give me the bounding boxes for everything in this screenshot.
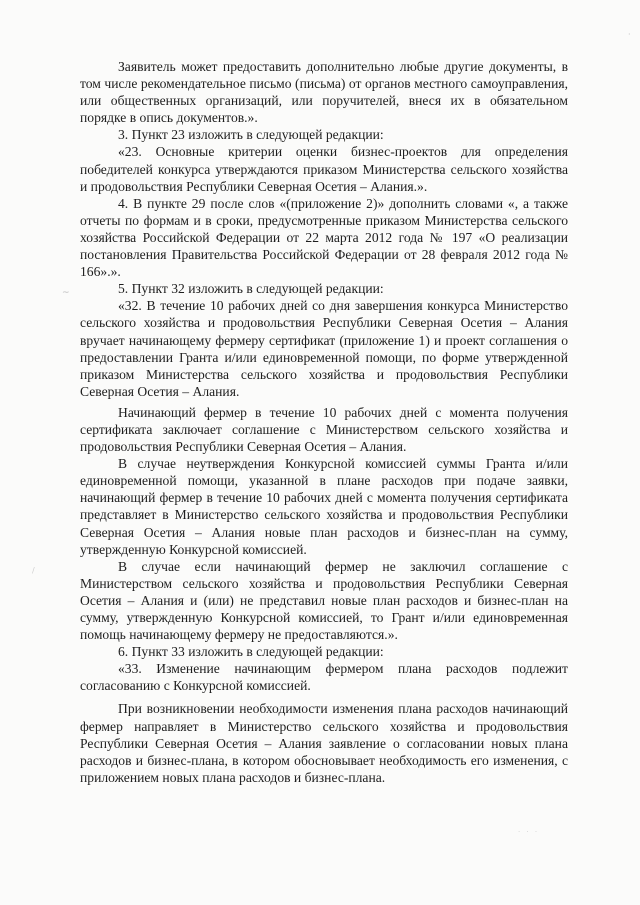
paragraph-item-5: 5. Пункт 32 изложить в следующей редакции: <box>118 281 384 297</box>
scan-speck: . . . <box>518 826 540 834</box>
paragraph-documents-list: Заявитель может предоставить дополнительно любые другие документы, в том числе рекомендательное письмо (письма) от органов местного самоуправления, или общественных организаций, или поручителей, внеся их в обязательном порядке в опись документов.». <box>80 59 568 126</box>
document-body <box>80 58 568 786</box>
scan-speck: · <box>628 30 631 39</box>
paragraph-clause-23: «23. Основные критерии оценки бизнес-проектов для определения победителей конкурса утверждаются приказом Министерства сельского хозяйства и продовольствия Республики Северная Осетия – Алания.». <box>80 144 568 194</box>
scan-speck: / <box>32 566 35 575</box>
paragraph-item-3: 3. Пункт 23 изложить в следующей редакции: <box>118 127 384 143</box>
paragraph-farmer-agreement: Начинающий фермер в течение 10 рабочих дней с момента получения сертификата заключает соглашение с Министерством сельского хозяйства и продовольствия Республики Северная Осетия – Алания. <box>80 404 568 455</box>
paragraph-item-4: 4. В пункте 29 после слов «(приложение 2)» дополнить словами «, а также отчеты по формам и в сроки, предусмотренные приказом Министерства сельского хозяйства Российской Федерации от 22 марта 2012 года № 197 «О реализации постановления Правительства Российской Федерации от 28 февраля 2012 года № 166».». <box>80 195 568 280</box>
paragraph-clause-33: «33. Изменение начинающим фермером плана расходов подлежит согласованию с Конкурсной комиссией. <box>80 661 568 694</box>
scan-speck: ~ <box>62 288 70 298</box>
paragraph-non-approval: В случае неутверждения Конкурсной комиссией суммы Гранта и/или единовременной помощи, указанной в плане расходов при подаче заявки, начинающий фермер в течение 10 рабочих дней с момента получения сертификата представляет в Министерство сельского хозяйства и продовольствия Республики Северная Осетия – Алания новые план расходов и бизнес-план на сумму, утвержденную Конкурсной комиссией. <box>80 456 568 557</box>
paragraph-no-agreement: В случае если начинающий фермер не заключил соглашение с Министерством сельского хозяйства и продовольствия Республики Северная Осетия – Алания и (или) не представил новые план расходов и бизнес-план на сумму, утвержденную Конкурсной комиссией, то Грант и/или единовременная помощь начинающему фермеру не предоставляются.». <box>80 558 568 643</box>
paragraph-clause-32: «32. В течение 10 рабочих дней со дня завершения конкурса Министерство сельского хозяйства и продовольствия Республики Северная Осетия – Алания вручает начинающему фермеру сертификат (приложение 1) и проект соглашения о предоставлении Гранта и/или единовременной помощи, по форме утвержденной приказом Министерства сельского хозяйства и продовольствия Республики Северная Осетия – Алания. <box>80 298 568 399</box>
paragraph-item-6: 6. Пункт 33 изложить в следующей редакции: <box>118 644 384 660</box>
paragraph-plan-change: При возникновении необходимости изменения плана расходов начинающий фермер направляет в Министерство сельского хозяйства и продовольствия Республики Северная Осетия – Алания заявление о согласовании новых плана расходов и бизнес-плана, в котором обосновывает необходимость его изменения, с приложением новых плана расходов и бизнес-плана. <box>80 701 568 785</box>
